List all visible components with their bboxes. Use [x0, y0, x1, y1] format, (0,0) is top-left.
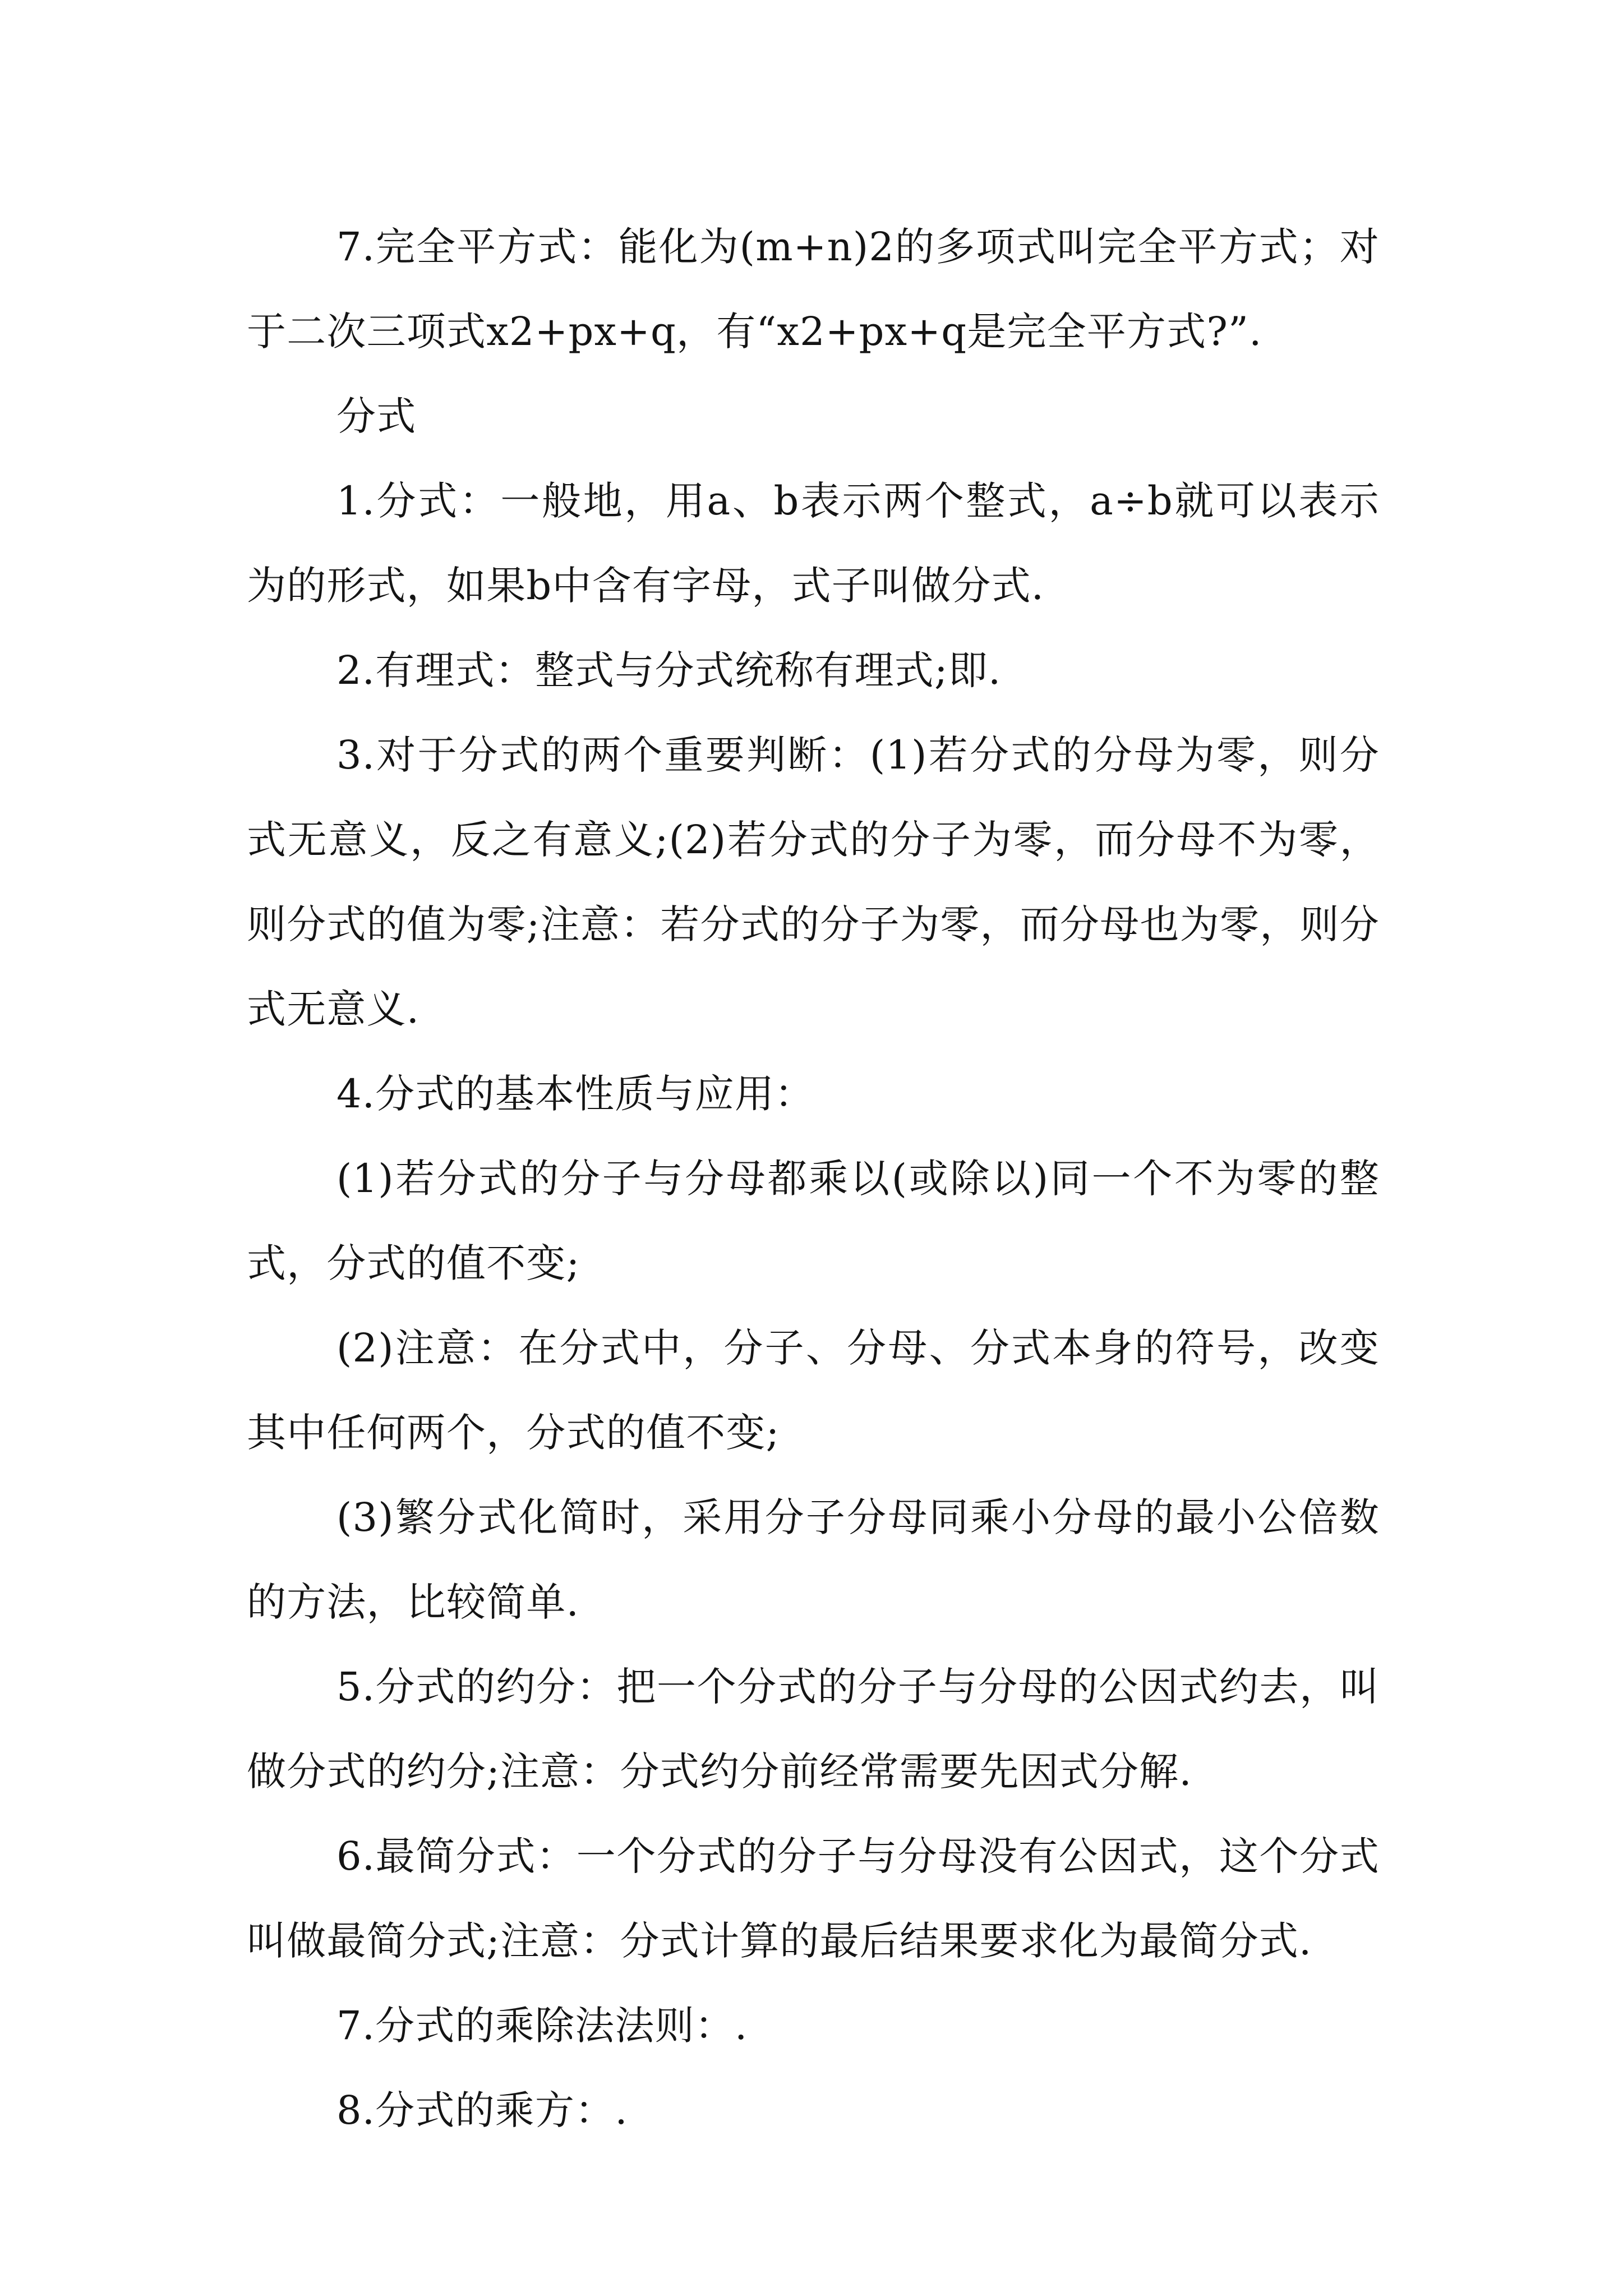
paragraph-multiplication-rule: 7.分式的乘除法法则：.: [336, 2003, 748, 2049]
paragraph-perfect-square: 7.完全平方式：能化为(m+n)2的多项式叫完全平方式；对于二次三项式x2+px+q，有“x2+px+q是完全平方式?”.: [247, 224, 1380, 355]
document-body: [247, 205, 1380, 2153]
section-heading-fractions: 分式: [336, 393, 417, 439]
paragraph-basic-properties: 4.分式的基本性质与应用：: [336, 1071, 815, 1117]
paragraph-rational-expression: 2.有理式：整式与分式统称有理式;即.: [336, 647, 1002, 693]
paragraph-power-rule: 8.分式的乘方：.: [336, 2087, 628, 2133]
paragraph-fraction-definition: 1.分式：一般地，用a、b表示两个整式，a÷b就可以表示为的形式，如果b中含有字母，式子叫做分式.: [247, 478, 1380, 609]
paragraph-simplest-fraction: 6.最简分式：一个分式的分子与分母没有公因式，这个分式叫做最简分式;注意：分式计算的最后结果要求化为最简分式.: [247, 1833, 1380, 1964]
paragraph-reduction: 5.分式的约分：把一个分式的分子与分母的公因式约去，叫做分式的约分;注意：分式约分前经常需要先因式分解.: [247, 1664, 1380, 1795]
paragraph-property-2: (2)注意：在分式中，分子、分母、分式本身的符号，改变其中任何两个，分式的值不变;: [247, 1325, 1380, 1456]
paragraph-property-3: (3)繁分式化简时，采用分子分母同乘小分母的最小公倍数的方法，比较简单.: [247, 1494, 1380, 1625]
paragraph-property-1: (1)若分式的分子与分母都乘以(或除以)同一个不为零的整式，分式的值不变;: [247, 1156, 1380, 1286]
paragraph-important-judgments: 3.对于分式的两个重要判断：(1)若分式的分母为零，则分式无意义，反之有意义;(2)若分式的分子为零，而分母不为零，则分式的值为零;注意：若分式的分子为零，而分母也为零，则分式无意义.: [247, 732, 1380, 1032]
